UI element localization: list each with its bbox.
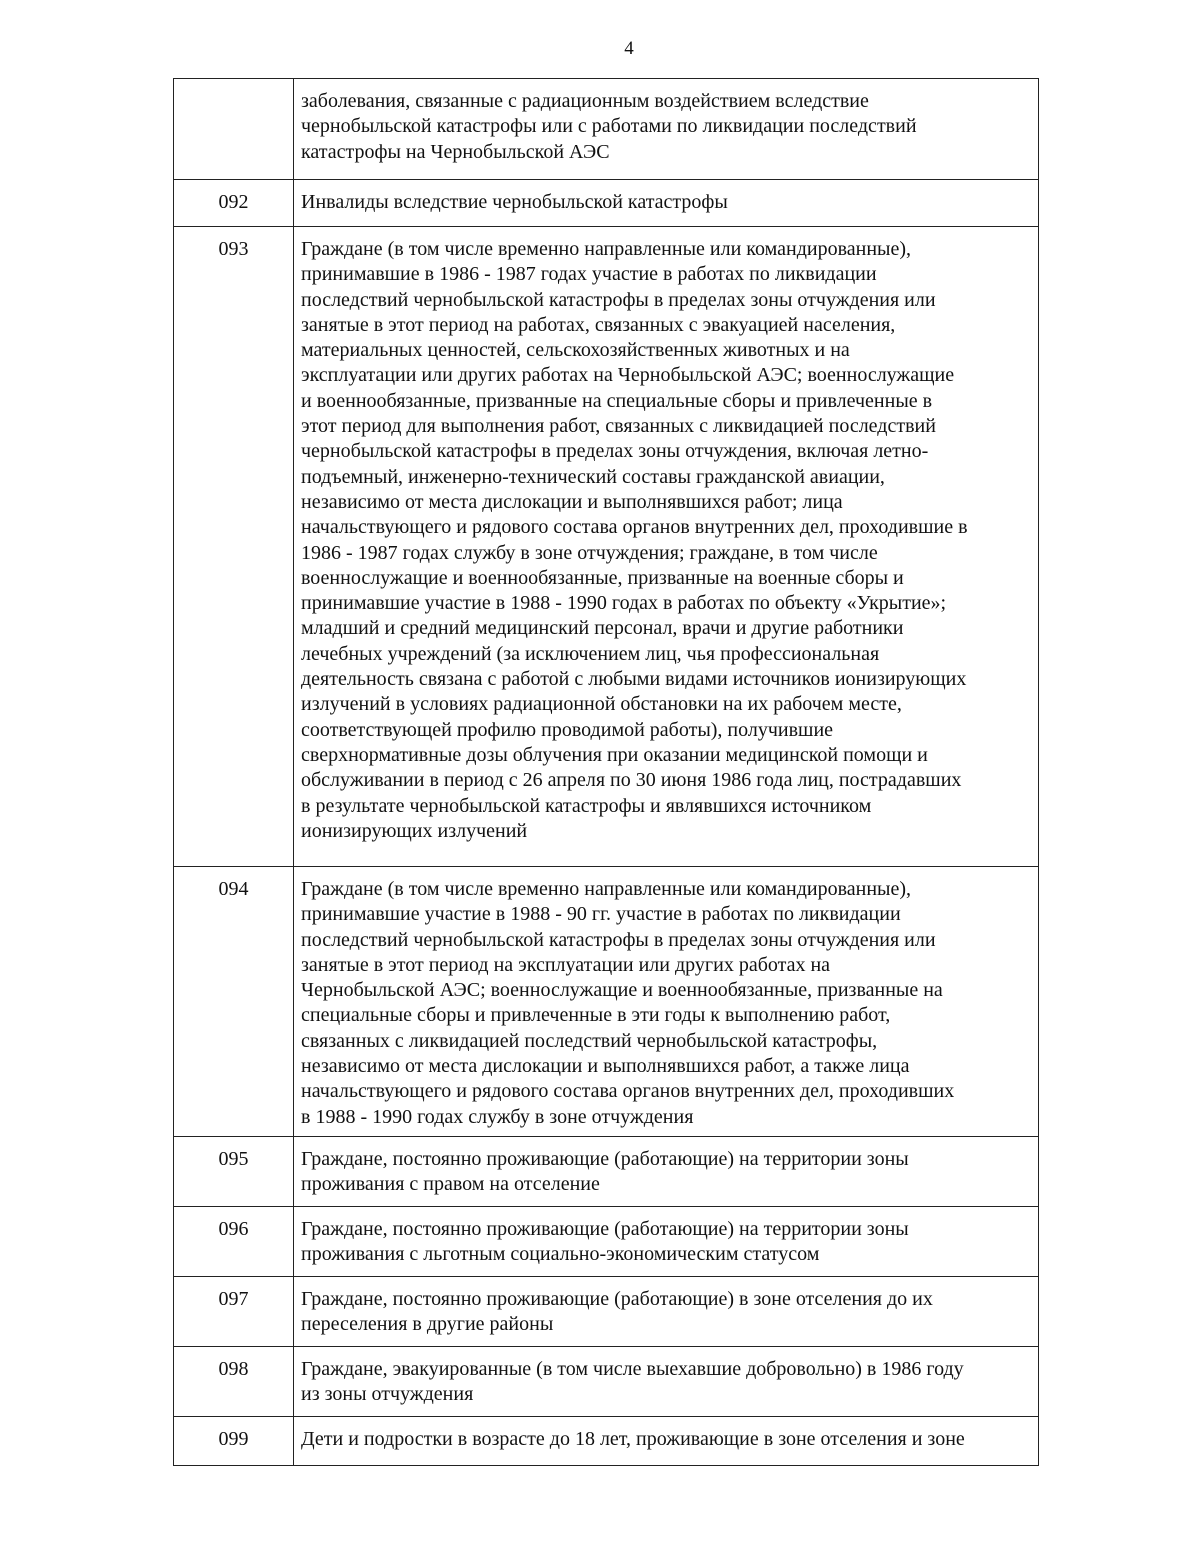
row-description: Инвалиды вследствие чернобыльской катастрофы xyxy=(301,191,728,213)
table-row xyxy=(174,1137,1038,1207)
row-code: 096 xyxy=(174,1207,294,1276)
page-number: 4 xyxy=(624,38,634,59)
table-row xyxy=(174,1277,1038,1347)
table-row xyxy=(174,227,1038,867)
table-row xyxy=(174,867,1038,1137)
table-row xyxy=(174,1347,1038,1417)
row-description: Граждане, постоянно проживающие (работающие) на территории зоны проживания с правом на отселение xyxy=(301,1148,909,1196)
table-row xyxy=(174,180,1038,227)
row-description: Граждане (в том числе временно направленные или командированные), принимавшие в 1986 - 1987 годах участие в работах по ликвидации последствий чернобыльской катастрофы в пределах зоны отчуждения или занятые в этот период на работах, связанных с эвакуацией населения, материальных ценностей, сельскохозяйственных животных и на эксплуатации или других работах на Чернобыльской АЭС; военнослужащие и военнообязанные, призванные на специальные сборы и привлеченные в этот период для выполнения работ, связанных с ликвидацией последствий чернобыльской катастрофы в пределах зоны отчуждения, включая летно- подъемный, инженерно-технический составы гражданской авиации, независимо от места дислокации и выполнявшихся работ; лица начальствующего и рядового состава органов внутренних дел, проходившие в 1986 - 1987 годах службу в зоне отчуждения; граждане, в том числе военнослужащие и военнообязанные, призванные на военные сборы и принимавшие участие в 1988 - 1990 годах в работах по объекту «Укрытие»; младший и средний медицинский персонал, врачи и другие работники лечебных учреждений (за исключением лиц, чья профессиональная деятельность связана с работой с любыми видами источников ионизирующих излучений в условиях радиационной обстановки на их рабочем месте, соответствующей профилю проводимой работы), получившие сверхнормативные дозы облучения при оказании медицинской помощи и обслуживании в период с 26 апреля по 30 июня 1986 года лиц, пострадавших в результате чернобыльской катастрофы и являвшихся источником ионизирующих излучений xyxy=(301,238,968,842)
row-code: 093 xyxy=(174,227,294,866)
row-description: Граждане, постоянно проживающие (работающие) на территории зоны проживания с льготным социально-экономическим статусом xyxy=(301,1218,909,1266)
row-code: 099 xyxy=(174,1417,294,1465)
row-code: 094 xyxy=(174,867,294,1136)
row-description: Граждане, постоянно проживающие (работающие) в зоне отселения до их переселения в другие районы xyxy=(301,1288,933,1336)
row-description: Дети и подростки в возрасте до 18 лет, проживающие в зоне отселения и зоне xyxy=(301,1428,965,1450)
table-row xyxy=(174,79,1038,180)
row-code: 098 xyxy=(174,1347,294,1416)
category-table xyxy=(173,78,1039,1466)
row-description: Граждане, эвакуированные (в том числе выехавшие добровольно) в 1986 году из зоны отчуждения xyxy=(301,1358,964,1406)
row-code: 097 xyxy=(174,1277,294,1346)
row-code xyxy=(174,79,294,179)
table-row xyxy=(174,1207,1038,1277)
row-code: 092 xyxy=(174,180,294,226)
table-row xyxy=(174,1417,1038,1465)
row-code: 095 xyxy=(174,1137,294,1206)
row-description: Граждане (в том числе временно направленные или командированные), принимавшие участие в 1988 - 90 гг. участие в работах по ликвидации последствий чернобыльской катастрофы в пределах зоны отчуждения или занятые в этот период на эксплуатации или других работах на Чернобыльской АЭС; военнослужащие и военнообязанные, призванные на специальные сборы и привлеченные в эти годы к выполнению работ, связанных с ликвидацией последствий чернобыльской катастрофы, независимо от места дислокации и выполнявшихся работ, а также лица начальствующего и рядового состава органов внутренних дел, проходивших в 1988 - 1990 годах службу в зоне отчуждения xyxy=(301,878,955,1128)
row-description: заболевания, связанные с радиационным воздействием вследствие чернобыльской катастрофы или с работами по ликвидации последствий катастрофы на Чернобыльской АЭС xyxy=(301,90,917,163)
